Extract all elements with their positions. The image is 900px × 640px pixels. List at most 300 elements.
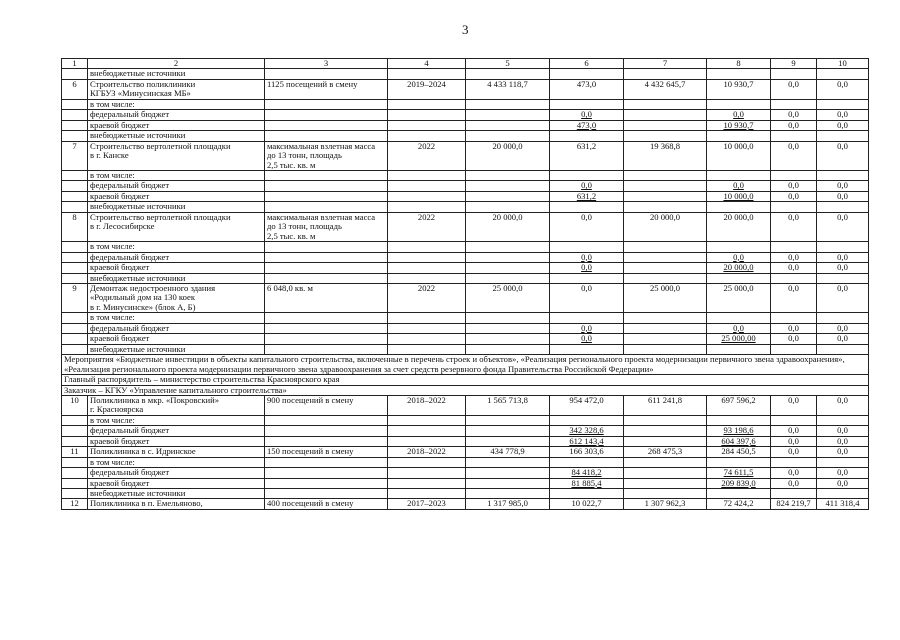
table-row: [62, 478, 869, 488]
value-cell-col8: [707, 489, 771, 499]
value-cell-col4: [388, 170, 466, 180]
value-cell-col8: 20 000,0: [707, 212, 771, 241]
value-cell-col7: 25 000,0: [624, 283, 707, 312]
period-cell: 2017–2023: [388, 499, 466, 509]
value-cell-col4: [388, 273, 466, 283]
value-cell-col10: 0,0: [817, 212, 869, 241]
value-cell-col5: [466, 478, 550, 488]
header-cell-10: 10: [817, 59, 869, 69]
header-cell-7: 7: [624, 59, 707, 69]
period-cell: 2022: [388, 141, 466, 170]
value-cell-col5: [466, 323, 550, 333]
value-cell-col8: 74 611,5: [707, 468, 771, 478]
value-cell-col7: [624, 334, 707, 344]
financing-table: [61, 58, 869, 510]
row-number-cell: [62, 191, 88, 201]
row-number-cell: [62, 252, 88, 262]
value-cell-col6: 954 472,0: [550, 395, 624, 415]
value-cell-col9: 0,0: [771, 110, 817, 120]
row-number-cell: [62, 457, 88, 467]
value-cell-col5: 20 000,0: [466, 141, 550, 170]
value-cell-col7: [624, 170, 707, 180]
value-cell-col7: [624, 415, 707, 425]
value-cell-col10: [817, 457, 869, 467]
row-number-cell: [62, 181, 88, 191]
value-cell-col6: 10 022,7: [550, 499, 624, 509]
value-cell-col9: [771, 344, 817, 354]
value-cell-col5: [466, 202, 550, 212]
value-cell-col4: [388, 110, 466, 120]
source-label-cell: в том числе:: [88, 313, 265, 323]
object-name-cell: Поликлиника в п. Емельяново,: [88, 499, 265, 509]
row-number-cell: [62, 489, 88, 499]
value-cell-col9: 0,0: [771, 426, 817, 436]
source-label-cell: федеральный бюджет: [88, 181, 265, 191]
value-cell-col9: 0,0: [771, 283, 817, 312]
table-row: [62, 385, 869, 395]
source-label-cell: внебюджетные источники: [88, 273, 265, 283]
value-cell-col8: 10 930,7: [707, 79, 771, 99]
value-cell-col6: [550, 242, 624, 252]
table-row: [62, 141, 869, 170]
value-cell-col5: [466, 181, 550, 191]
value-cell-col8: 697 596,2: [707, 395, 771, 415]
table-row: [62, 395, 869, 415]
value-cell-col7: [624, 273, 707, 283]
value-cell-col8: [707, 242, 771, 252]
value-cell-col5: [466, 242, 550, 252]
value-cell-col4: [388, 489, 466, 499]
value-cell-col8: [707, 415, 771, 425]
value-cell-col3: [265, 110, 388, 120]
value-cell-col4: [388, 415, 466, 425]
capacity-cell: 400 посещений в смену: [265, 499, 388, 509]
value-cell-col3: [265, 313, 388, 323]
value-cell-col6: [550, 344, 624, 354]
value-cell-col7: [624, 242, 707, 252]
value-cell-col3: [265, 323, 388, 333]
value-cell-col8: 72 424,2: [707, 499, 771, 509]
value-cell-col6: 0,0: [550, 334, 624, 344]
value-cell-col6: 0,0: [550, 323, 624, 333]
value-cell-col9: [771, 99, 817, 109]
object-name-cell: Демонтаж недостроенного здания «Родильный дом на 130 коек в г. Минусинске» (блок А, Б): [88, 283, 265, 312]
source-label-cell: федеральный бюджет: [88, 252, 265, 262]
value-cell-col6: 0,0: [550, 283, 624, 312]
value-cell-col7: [624, 436, 707, 446]
value-cell-col6: 473,0: [550, 79, 624, 99]
table-row: [62, 110, 869, 120]
source-label-cell: в том числе:: [88, 457, 265, 467]
table-row: [62, 263, 869, 273]
value-cell-col3: [265, 69, 388, 79]
row-number-cell: 11: [62, 447, 88, 457]
row-number-cell: [62, 334, 88, 344]
value-cell-col9: 0,0: [771, 181, 817, 191]
value-cell-col4: [388, 457, 466, 467]
table-row: [62, 355, 869, 375]
value-cell-col6: [550, 131, 624, 141]
value-cell-col3: [265, 478, 388, 488]
row-number-cell: [62, 99, 88, 109]
period-cell: 2022: [388, 283, 466, 312]
value-cell-col3: [265, 436, 388, 446]
value-cell-col5: [466, 110, 550, 120]
value-cell-col6: 631,2: [550, 191, 624, 201]
row-number-cell: [62, 344, 88, 354]
value-cell-col7: 4 432 645,7: [624, 79, 707, 99]
source-label-cell: краевой бюджет: [88, 334, 265, 344]
value-cell-col8: 10 000,0: [707, 191, 771, 201]
period-cell: 2018–2022: [388, 395, 466, 415]
row-number-cell: [62, 110, 88, 120]
table-row: [62, 191, 869, 201]
value-cell-col10: 0,0: [817, 181, 869, 191]
row-number-cell: [62, 323, 88, 333]
value-cell-col10: 0,0: [817, 478, 869, 488]
value-cell-col8: [707, 69, 771, 79]
value-cell-col4: [388, 323, 466, 333]
value-cell-col5: 25 000,0: [466, 283, 550, 312]
value-cell-col9: 0,0: [771, 334, 817, 344]
value-cell-col5: 1 565 713,8: [466, 395, 550, 415]
value-cell-col9: [771, 131, 817, 141]
row-number-cell: [62, 273, 88, 283]
header-cell-4: 4: [388, 59, 466, 69]
table-row: [62, 457, 869, 467]
table-row: [62, 283, 869, 312]
row-number-cell: 9: [62, 283, 88, 312]
table-row: [62, 375, 869, 385]
value-cell-col7: [624, 191, 707, 201]
table-row: [62, 447, 869, 457]
value-cell-col7: [624, 468, 707, 478]
value-cell-col3: [265, 120, 388, 130]
value-cell-col3: [265, 170, 388, 180]
value-cell-col7: [624, 457, 707, 467]
value-cell-col9: [771, 457, 817, 467]
value-cell-col10: 0,0: [817, 323, 869, 333]
value-cell-col7: [624, 131, 707, 141]
value-cell-col6: [550, 273, 624, 283]
row-number-cell: [62, 69, 88, 79]
period-cell: 2022: [388, 212, 466, 241]
source-label-cell: краевой бюджет: [88, 120, 265, 130]
row-number-cell: 10: [62, 395, 88, 415]
value-cell-col6: 612 143,4: [550, 436, 624, 446]
source-label-cell: в том числе:: [88, 415, 265, 425]
table-row: [62, 131, 869, 141]
value-cell-col9: 0,0: [771, 252, 817, 262]
row-number-cell: [62, 436, 88, 446]
value-cell-col7: [624, 181, 707, 191]
value-cell-col10: 0,0: [817, 110, 869, 120]
value-cell-col7: [624, 202, 707, 212]
source-label-cell: краевой бюджет: [88, 478, 265, 488]
value-cell-col8: [707, 273, 771, 283]
table-row: [62, 468, 869, 478]
value-cell-col8: [707, 170, 771, 180]
value-cell-col8: [707, 99, 771, 109]
value-cell-col3: [265, 202, 388, 212]
value-cell-col10: 0,0: [817, 334, 869, 344]
row-number-cell: [62, 313, 88, 323]
value-cell-col8: 0,0: [707, 181, 771, 191]
value-cell-col4: [388, 468, 466, 478]
table-row: [62, 181, 869, 191]
value-cell-col4: [388, 202, 466, 212]
value-cell-col3: [265, 415, 388, 425]
value-cell-col5: [466, 489, 550, 499]
row-number-cell: [62, 131, 88, 141]
value-cell-col7: [624, 69, 707, 79]
value-cell-col10: [817, 131, 869, 141]
row-number-cell: 8: [62, 212, 88, 241]
value-cell-col10: 0,0: [817, 252, 869, 262]
value-cell-col5: [466, 457, 550, 467]
value-cell-col10: 0,0: [817, 141, 869, 170]
header-cell-8: 8: [707, 59, 771, 69]
value-cell-col6: [550, 202, 624, 212]
table-row: [62, 79, 869, 99]
header-cell-2: 2: [88, 59, 265, 69]
value-cell-col6: 0,0: [550, 263, 624, 273]
value-cell-col5: 434 778,9: [466, 447, 550, 457]
source-label-cell: внебюджетные источники: [88, 202, 265, 212]
row-number-cell: 7: [62, 141, 88, 170]
value-cell-col3: [265, 191, 388, 201]
source-label-cell: федеральный бюджет: [88, 110, 265, 120]
row-number-cell: [62, 415, 88, 425]
table-row: [62, 323, 869, 333]
source-label-cell: федеральный бюджет: [88, 426, 265, 436]
value-cell-col7: [624, 99, 707, 109]
value-cell-col3: [265, 426, 388, 436]
value-cell-col7: [624, 313, 707, 323]
row-number-cell: [62, 426, 88, 436]
value-cell-col9: 0,0: [771, 436, 817, 446]
value-cell-col6: 473,0: [550, 120, 624, 130]
capacity-cell: 900 посещений в смену: [265, 395, 388, 415]
value-cell-col5: [466, 415, 550, 425]
source-label-cell: краевой бюджет: [88, 191, 265, 201]
row-number-cell: [62, 468, 88, 478]
row-number-cell: [62, 263, 88, 273]
value-cell-col10: 0,0: [817, 426, 869, 436]
value-cell-col9: [771, 170, 817, 180]
value-cell-col8: 25 000,0: [707, 283, 771, 312]
table-row: [62, 252, 869, 262]
value-cell-col8: 25 000,00: [707, 334, 771, 344]
value-cell-col3: [265, 273, 388, 283]
value-cell-col9: 0,0: [771, 191, 817, 201]
value-cell-col3: [265, 457, 388, 467]
table-row: [62, 212, 869, 241]
header-cell-5: 5: [466, 59, 550, 69]
row-number-cell: 12: [62, 499, 88, 509]
value-cell-col7: [624, 120, 707, 130]
value-cell-col7: [624, 323, 707, 333]
value-cell-col8: [707, 202, 771, 212]
value-cell-col4: [388, 181, 466, 191]
value-cell-col4: [388, 131, 466, 141]
value-cell-col10: [817, 273, 869, 283]
value-cell-col5: [466, 426, 550, 436]
table-header-row: [62, 59, 869, 69]
value-cell-col3: [265, 181, 388, 191]
value-cell-col9: [771, 69, 817, 79]
table-row: [62, 499, 869, 509]
value-cell-col6: 342 328,6: [550, 426, 624, 436]
value-cell-col5: [466, 263, 550, 273]
page-number: 3: [462, 22, 469, 37]
value-cell-col5: 1 317 985,0: [466, 499, 550, 509]
value-cell-col10: [817, 313, 869, 323]
value-cell-col8: [707, 131, 771, 141]
object-name-cell: Строительство вертолетной площадки в г. Канске: [88, 141, 265, 170]
value-cell-col5: [466, 436, 550, 446]
value-cell-col7: 611 241,8: [624, 395, 707, 415]
value-cell-col8: 10 930,7: [707, 120, 771, 130]
table-row: [62, 344, 869, 354]
value-cell-col9: 824 219,7: [771, 499, 817, 509]
value-cell-col9: [771, 489, 817, 499]
value-cell-col10: [817, 99, 869, 109]
value-cell-col6: [550, 99, 624, 109]
value-cell-col5: [466, 69, 550, 79]
value-cell-col10: 0,0: [817, 120, 869, 130]
value-cell-col6: 0,0: [550, 212, 624, 241]
value-cell-col9: 0,0: [771, 395, 817, 415]
table-row: [62, 489, 869, 499]
value-cell-col10: [817, 202, 869, 212]
value-cell-col4: [388, 263, 466, 273]
value-cell-col10: 0,0: [817, 191, 869, 201]
value-cell-col5: [466, 131, 550, 141]
value-cell-col3: [265, 242, 388, 252]
value-cell-col10: 0,0: [817, 468, 869, 478]
value-cell-col8: 0,0: [707, 252, 771, 262]
source-label-cell: федеральный бюджет: [88, 323, 265, 333]
value-cell-col3: [265, 468, 388, 478]
value-cell-col4: [388, 436, 466, 446]
value-cell-col6: 0,0: [550, 252, 624, 262]
value-cell-col5: [466, 273, 550, 283]
section-header-cell: Заказчик – КГКУ «Управление капитального строительства»: [62, 385, 869, 395]
value-cell-col6: [550, 69, 624, 79]
table-row: [62, 120, 869, 130]
value-cell-col10: 0,0: [817, 395, 869, 415]
section-header-cell: Мероприятия «Бюджетные инвестиции в объекты капитального строительства, включенные в перечень строек и объектов», «Реализация регионального проекта модернизации первичного звена здравоохранения», «Реализация регионального проекта модернизации первичного звена здравоохранения за счет средств резервного фонда Правительства Российской Федерации»: [62, 355, 869, 375]
value-cell-col10: [817, 69, 869, 79]
value-cell-col9: [771, 313, 817, 323]
capacity-cell: максимальная взлетная масса до 13 тонн, площадь 2,5 тыс. кв. м: [265, 141, 388, 170]
object-name-cell: Поликлиника в с. Идринское: [88, 447, 265, 457]
value-cell-col6: [550, 457, 624, 467]
value-cell-col3: [265, 334, 388, 344]
value-cell-col5: [466, 120, 550, 130]
value-cell-col6: 84 418,2: [550, 468, 624, 478]
value-cell-col7: 1 307 962,3: [624, 499, 707, 509]
capacity-cell: максимальная взлетная масса до 13 тонн, площадь 2,5 тыс. кв. м: [265, 212, 388, 241]
source-label-cell: краевой бюджет: [88, 436, 265, 446]
value-cell-col6: 166 303,6: [550, 447, 624, 457]
object-name-cell: Строительство поликлиники КГБУЗ «Минусинская МБ»: [88, 79, 265, 99]
source-label-cell: в том числе:: [88, 99, 265, 109]
value-cell-col10: 0,0: [817, 283, 869, 312]
value-cell-col6: 81 885,4: [550, 478, 624, 488]
value-cell-col6: [550, 170, 624, 180]
table-row: [62, 202, 869, 212]
row-number-cell: [62, 202, 88, 212]
table-row: [62, 415, 869, 425]
value-cell-col8: 93 198,6: [707, 426, 771, 436]
value-cell-col4: [388, 478, 466, 488]
value-cell-col10: 0,0: [817, 447, 869, 457]
value-cell-col5: [466, 252, 550, 262]
value-cell-col4: [388, 334, 466, 344]
value-cell-col10: 0,0: [817, 79, 869, 99]
value-cell-col8: 10 000,0: [707, 141, 771, 170]
value-cell-col5: [466, 99, 550, 109]
value-cell-col4: [388, 313, 466, 323]
value-cell-col7: [624, 263, 707, 273]
period-cell: 2018–2022: [388, 447, 466, 457]
value-cell-col5: [466, 468, 550, 478]
source-label-cell: внебюджетные источники: [88, 69, 265, 79]
section-header-cell: Главный распорядитель – министерство строительства Красноярского края: [62, 375, 869, 385]
value-cell-col6: [550, 415, 624, 425]
source-label-cell: в том числе:: [88, 170, 265, 180]
value-cell-col9: [771, 242, 817, 252]
header-cell-1: 1: [62, 59, 88, 69]
header-cell-6: 6: [550, 59, 624, 69]
value-cell-col9: 0,0: [771, 447, 817, 457]
value-cell-col8: [707, 344, 771, 354]
value-cell-col5: [466, 344, 550, 354]
table-row: [62, 99, 869, 109]
value-cell-col10: [817, 489, 869, 499]
value-cell-col5: [466, 313, 550, 323]
value-cell-col4: [388, 426, 466, 436]
capacity-cell: 150 посещений в смену: [265, 447, 388, 457]
value-cell-col7: [624, 110, 707, 120]
value-cell-col8: 0,0: [707, 110, 771, 120]
table-row: [62, 170, 869, 180]
value-cell-col9: [771, 273, 817, 283]
table-row: [62, 242, 869, 252]
source-label-cell: федеральный бюджет: [88, 468, 265, 478]
value-cell-col3: [265, 131, 388, 141]
value-cell-col8: 284 450,5: [707, 447, 771, 457]
row-number-cell: [62, 120, 88, 130]
value-cell-col3: [265, 99, 388, 109]
value-cell-col10: [817, 344, 869, 354]
row-number-cell: [62, 242, 88, 252]
value-cell-col4: [388, 191, 466, 201]
value-cell-col7: [624, 489, 707, 499]
value-cell-col4: [388, 344, 466, 354]
value-cell-col3: [265, 252, 388, 262]
table-row: [62, 313, 869, 323]
value-cell-col9: [771, 415, 817, 425]
value-cell-col3: [265, 263, 388, 273]
value-cell-col10: [817, 415, 869, 425]
value-cell-col4: [388, 242, 466, 252]
value-cell-col8: 20 000,0: [707, 263, 771, 273]
object-name-cell: Строительство вертолетной площадки в г. Лесосибирске: [88, 212, 265, 241]
value-cell-col4: [388, 99, 466, 109]
